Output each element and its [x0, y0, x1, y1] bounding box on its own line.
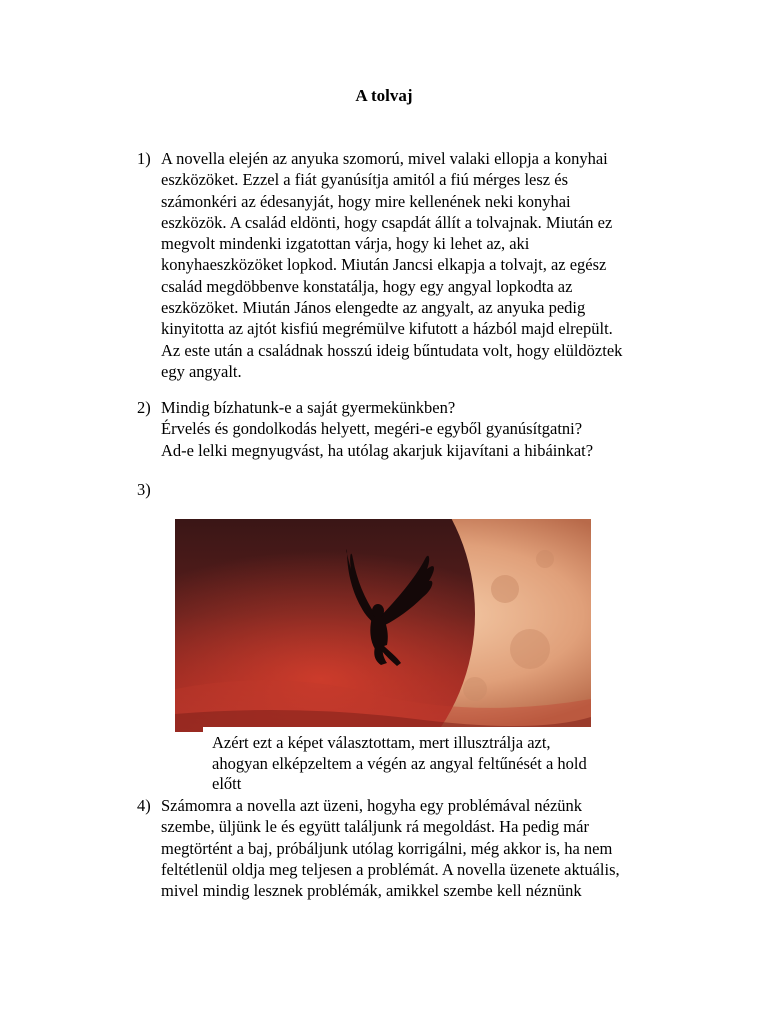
text-line: számonkéri az édesanyját, hogy mire kellenének neki konyhai: [161, 191, 571, 211]
text-line: Számomra a novella azt üzeni, hogyha egy problémával nézünk: [161, 796, 583, 815]
document-title: [0, 86, 768, 106]
text-line: mivel mindig lesznek problémák, amikkel szembe kell néznünk: [161, 881, 582, 901]
image-caption: [212, 733, 587, 795]
text-line: A novella elején az anyuka szomorú, mivel valaki ellopja a konyhai: [161, 149, 608, 168]
text-line: feltétlenül oldja meg teljesen a problémát. A novella üzenete aktuális,: [161, 859, 620, 879]
angel-moon-illustration: [175, 519, 591, 732]
text-line: Mindig bízhatunk-e a saját gyermekünkben?: [161, 398, 456, 417]
text-line: eszközök. A család eldönti, hogy csapdát állít a tolvajnak. Miután ez: [161, 212, 613, 232]
list-item-text: [161, 148, 681, 382]
text-line: eszközöket. Ezzel a fiát gyanúsítja amitól a fiú mérges lesz és: [161, 170, 568, 190]
text-line: szembe, üljünk le és együtt találjunk rá megoldást. Ha pedig már: [161, 817, 589, 837]
caption-line: ahogyan elképzeltem a végén az angyal feltűnését a hold: [212, 753, 587, 773]
caption-line: előtt: [212, 774, 242, 793]
list-item-text: [161, 397, 681, 461]
list-number: 1): [137, 149, 151, 168]
list-number: 2): [137, 398, 151, 417]
text-line: egy angyalt.: [161, 361, 242, 381]
text-line: eszközöket. Miután János elengedte az angyalt, az anyuka pedig: [161, 298, 586, 318]
caption-line: Azért ezt a képet választottam, mert illusztrálja azt,: [212, 733, 551, 752]
text-line: kinyitotta az ajtót kisfiú megrémülve kifutott a házból majd elrepült.: [161, 319, 613, 339]
angel-moon-image: [175, 519, 591, 732]
document-title-text: A tolvaj: [355, 86, 413, 105]
text-line: család megdöbbenve konstatálja, hogy egy angyal lopkodta az: [161, 276, 573, 296]
text-line: konyhaeszközöket lopkod. Miután Jancsi elkapja a tolvajt, az egész: [161, 255, 607, 275]
list-item-text: [161, 795, 681, 901]
text-line: megvolt mindenki izgatottan várja, hogy ki lehet az, aki: [161, 234, 530, 254]
text-line: megtörtént a baj, próbáljunk utólag korrigálni, még akkor is, ha nem: [161, 838, 613, 858]
text-line: Az este után a családnak hosszú ideig bűntudata volt, hogy elüldöztek: [161, 340, 623, 360]
list-number: 3): [137, 480, 151, 499]
list-number: 4): [137, 796, 151, 815]
text-line: Ad-e lelki megnyugvást, ha utólag akarjuk kijavítani a hibáinkat?: [161, 440, 594, 460]
text-line: Érvelés és gondolkodás helyett, megéri-e egyből gyanúsítgatni?: [161, 419, 583, 439]
